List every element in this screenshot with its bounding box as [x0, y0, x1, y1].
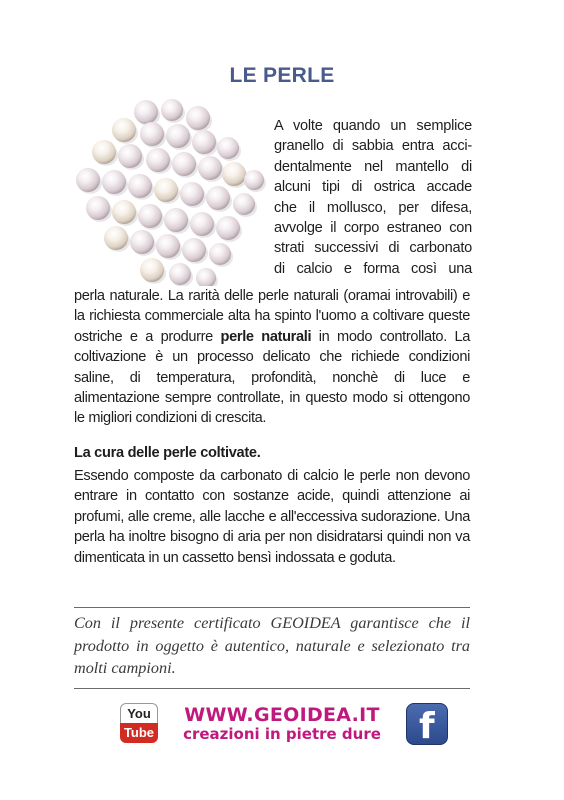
intro-text	[274, 116, 472, 279]
pearl	[140, 122, 164, 146]
pearl	[128, 174, 152, 198]
pearl	[164, 208, 188, 232]
pearl	[102, 170, 126, 194]
intro-line: A volte quando un semplice	[274, 118, 472, 134]
pearl	[244, 170, 264, 190]
paragraph-cultivation	[74, 286, 470, 429]
pearl	[233, 193, 255, 215]
pearl	[156, 234, 180, 258]
page-title: LE PERLE	[229, 64, 335, 87]
pearl	[166, 124, 190, 148]
pearl	[190, 212, 214, 236]
pearl	[216, 216, 240, 240]
pearl	[182, 238, 206, 262]
youtube-icon[interactable]	[120, 703, 158, 743]
youtube-label-you: You	[120, 703, 158, 723]
pearl	[130, 230, 154, 254]
pearl	[161, 99, 183, 121]
care-heading: La cura delle perle coltivate.	[74, 445, 261, 461]
pearl	[104, 226, 128, 250]
pearls-image	[68, 94, 272, 286]
website-link[interactable]: WWW.GEOIDEA.IT	[184, 704, 380, 726]
pearl	[169, 263, 191, 285]
intro-line: alcuni tipi di ostrica accade	[274, 179, 472, 196]
paragraph-text: in modo controllato. La coltivazione è un processo delicato che richiede condizioni saline, di temperatura, profondità, nonchè di luce e alimentazione sempre controllate, in questo modo si ottengono le migliori condizioni di crescita.	[74, 328, 471, 427]
certificate-statement: Con il presente certificato GEOIDEA garantisce che il prodotto in oggetto è autentico, naturale e selezionato tra molti campioni.	[74, 614, 470, 678]
pearl	[140, 258, 164, 282]
intro-line: strati successivi di carbonato	[274, 240, 472, 257]
pearl	[134, 100, 158, 124]
pearl	[146, 148, 170, 172]
pearl	[154, 178, 178, 202]
youtube-label-tube: Tube	[120, 723, 158, 743]
pearl	[196, 268, 216, 286]
paragraph-care: Essendo composte da carbonato di calcio le perle non devono entrare in contatto con sostanze acide, quindi attenzione ai profumi, alle creme, alle lacche e all'eccessiva sudorazione. Una perla ha inoltre bisogno di aria per non disidratarsi quindi non va dimenticata in un cassetto bensì indossata e goduta.	[74, 468, 470, 566]
facebook-icon[interactable]	[406, 703, 448, 745]
brand-tagline: creazioni in pietre dure	[183, 725, 381, 743]
bold-term: perle naturali	[220, 328, 312, 345]
pearl	[186, 106, 210, 130]
pearl	[138, 204, 162, 228]
pearl	[217, 137, 239, 159]
pearl	[112, 118, 136, 142]
paragraph-text: perla naturale. La rarità delle perle naturali (oramai introvabili) e la richiesta commerciale alta ha spinto l'uomo a coltivare queste ostriche e a produrre	[74, 288, 470, 345]
divider	[74, 688, 470, 689]
intro-line: granello di sabbia entra acci-	[274, 138, 472, 155]
pearl	[180, 182, 204, 206]
pearl	[209, 243, 231, 265]
intro-line: che il mollusco, per difesa,	[274, 199, 472, 216]
pearl	[76, 168, 100, 192]
intro-line: dentalmente nel mantello di	[274, 158, 472, 175]
pearl	[86, 196, 110, 220]
pearl	[118, 144, 142, 168]
divider	[74, 607, 470, 608]
pearl	[222, 162, 246, 186]
pearl	[206, 186, 230, 210]
pearl	[112, 200, 136, 224]
intro-line: avvolge il corpo estraneo con	[274, 220, 472, 237]
facebook-glyph: f	[419, 706, 435, 747]
intro-line: di calcio e forma così una	[274, 260, 472, 277]
pearl	[172, 152, 196, 176]
pearl	[198, 156, 222, 180]
pearl	[92, 140, 116, 164]
pearl	[192, 130, 216, 154]
